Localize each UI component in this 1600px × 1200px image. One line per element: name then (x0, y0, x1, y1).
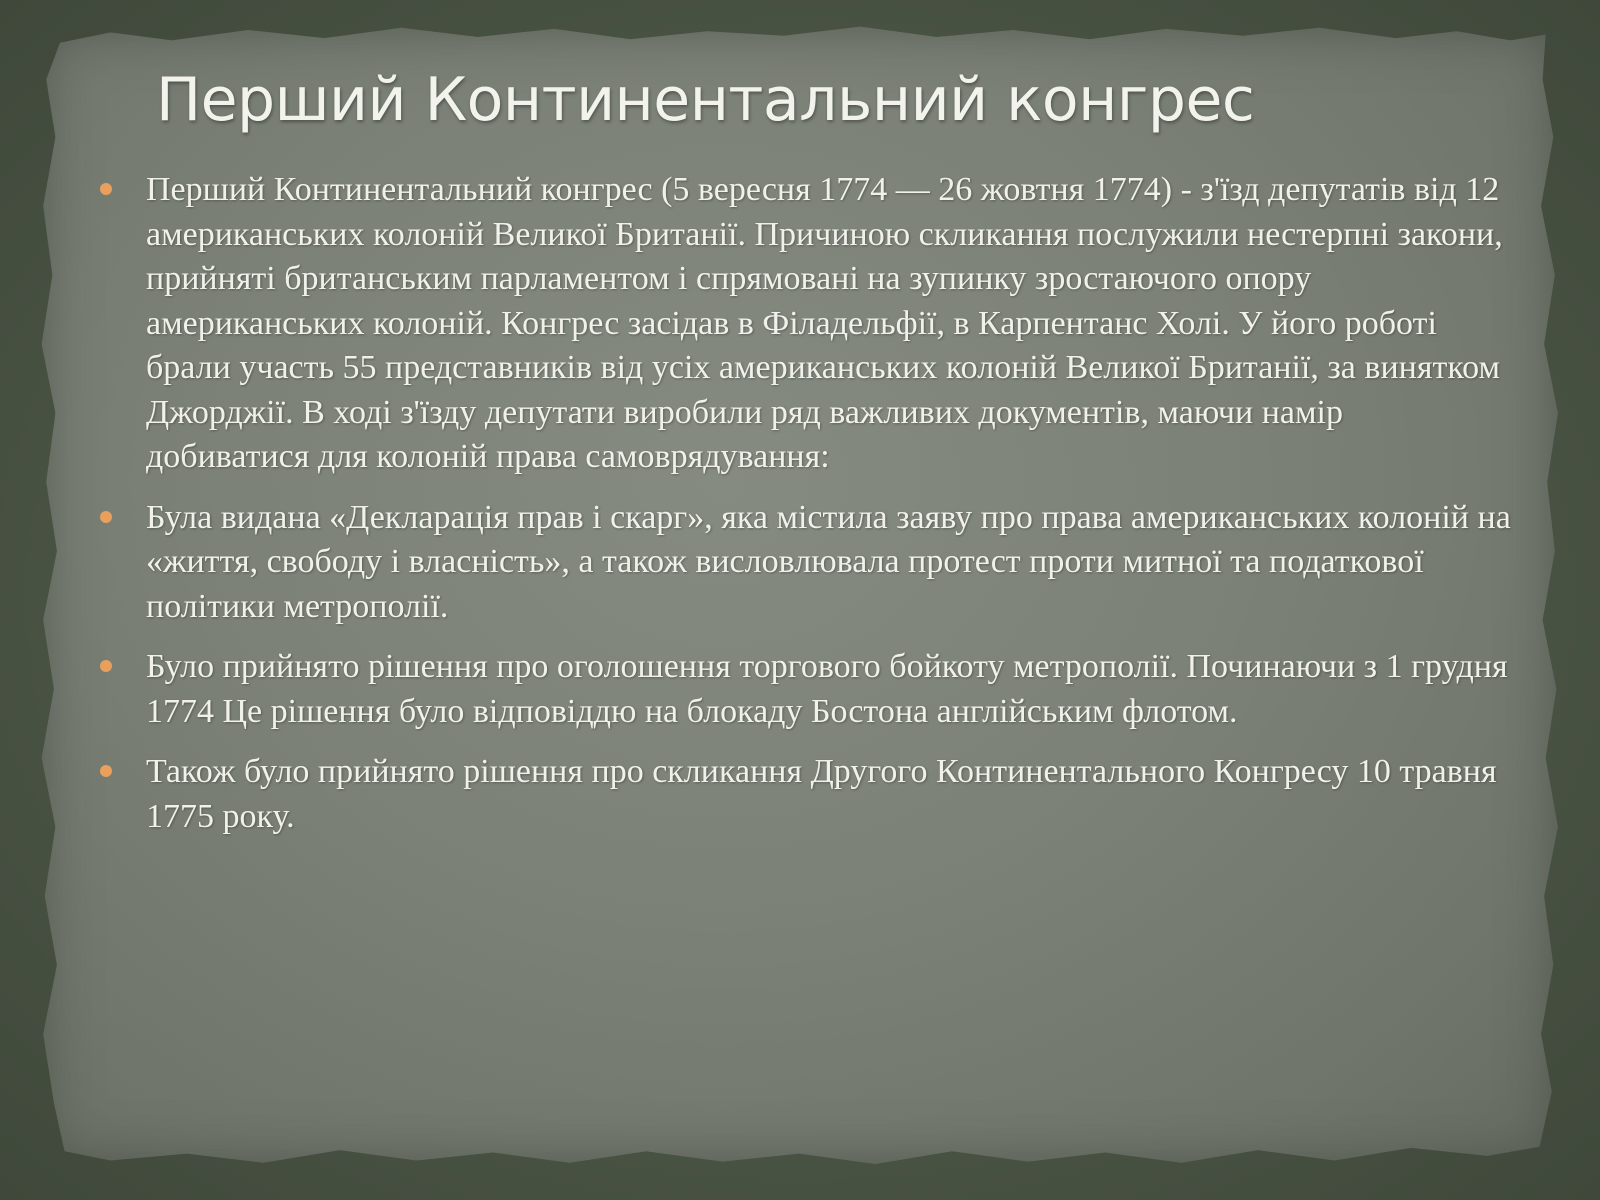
bullet-dot-icon (100, 765, 112, 777)
list-item-text: Було прийнято рішення про оголошення торгового бойкоту метрополії. Починаючи з 1 грудня 1774 Це рішення було відповіддю на блокаду Бостона англійським флотом. (146, 648, 1508, 730)
list-item (92, 750, 1512, 839)
list-item (92, 496, 1512, 630)
slide-title: Перший Континентальний конгрес (156, 65, 1255, 135)
list-item-text: Перший Континентальний конгрес (5 вересня 1774 — 26 жовтня 1774) - з'їзд депутатів від 12 американських колоній Великої Британії. Причиною скликання послужили нестерпні закони, прийняті британським парламентом і спрямовані на зупинку зростаючого опору американських колоній. Конгрес засідав в Філадельфії, в Карпентанс Холі. У його роботі брали участь 55 представників від усіх американських колоній Великої Британії, за винятком Джорджії. В ході з'їзду депутати виробили ряд важливих документів, маючи намір добиватися для колоній права самоврядування: (146, 171, 1503, 475)
bullet-dot-icon (100, 660, 112, 672)
bullet-dot-icon (100, 183, 112, 195)
list-item (92, 168, 1512, 480)
list-item-text: Була видана «Декларація прав і скарг», яка містила заяву про права американських колоній на «життя, свободу і власність», а також висловлювала протест проти митної та податкової політики метрополії. (146, 498, 1511, 625)
bullet-list (92, 168, 1512, 855)
list-item-text: Також було прийнято рішення про скликання Другого Континентального Конгресу 10 травня 1775 року. (146, 753, 1497, 835)
bullet-dot-icon (100, 511, 112, 523)
list-item (92, 645, 1512, 734)
